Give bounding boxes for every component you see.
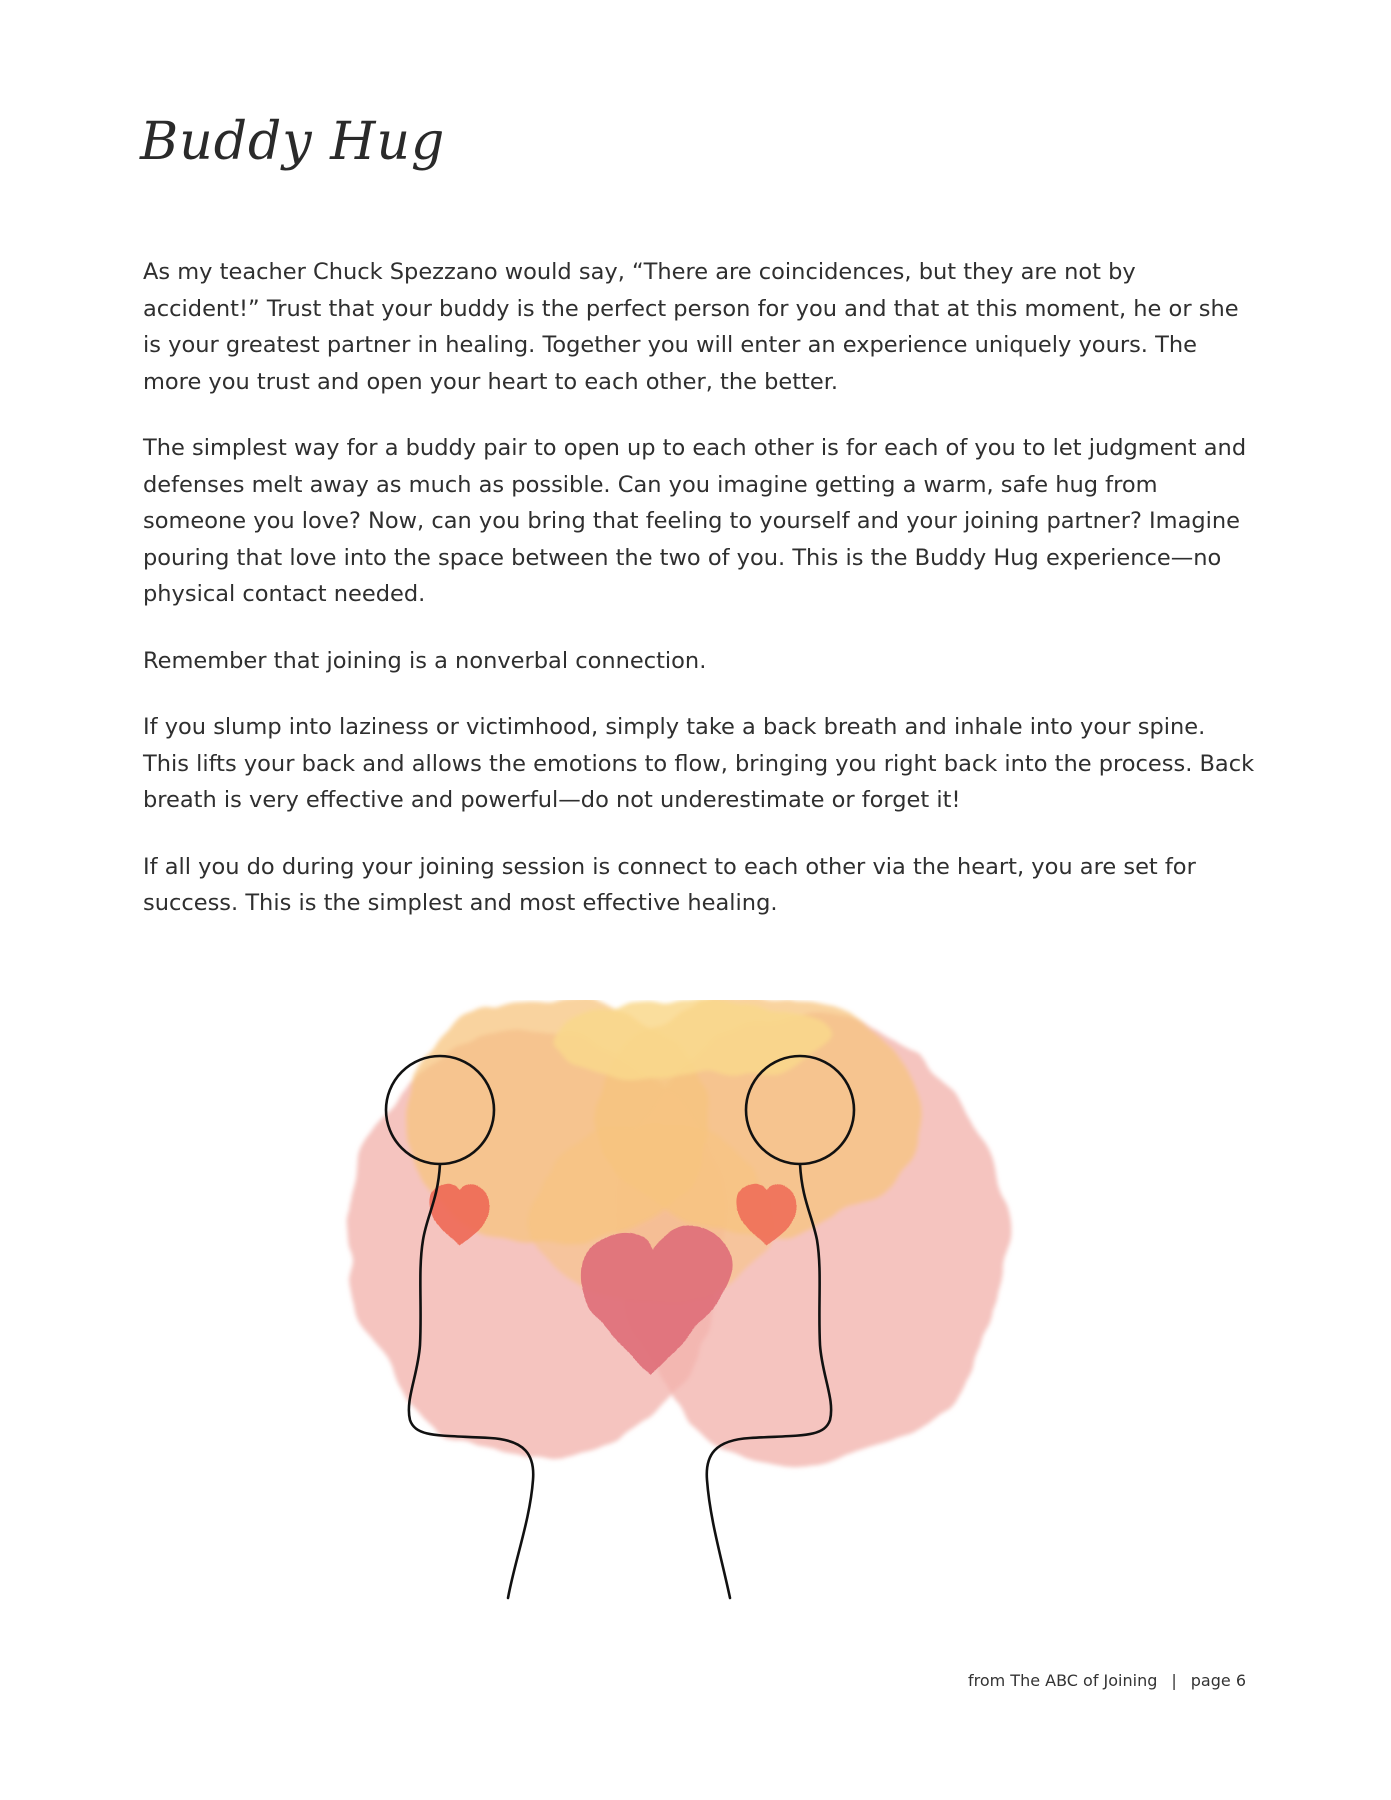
body-text [143, 254, 1258, 952]
paragraph-2: The simplest way for a buddy pair to open up to each other is for each of you to let judgment and defenses melt away as much as possible. Can you imagine getting a warm, safe hug from someone you love? Now, can you bring that feeling to yourself and your joining partner? Imagine pouring that love into the space between the two of you. This is the Buddy Hug experience—no physical contact needed. [143, 435, 1247, 607]
paragraph-4: If you slump into laziness or victimhood, simply take a back breath and inhale into your spine. This lifts your back and allows the emotions to flow, bringing you right back into the process. Back breath is very effective and powerful—do not underestimate or forget it! [143, 714, 1255, 813]
paragraph-3: Remember that joining is a nonverbal connection. [143, 647, 707, 674]
footer-page-number: page 6 [1190, 1671, 1246, 1690]
paragraph-1: As my teacher Chuck Spezzano would say, “There are coincidences, but they are not by accident!” Trust that your buddy is the perfect person for you and that at this moment, he or she is your greatest partner in healing. Together you will enter an experience uniquely yours. The more you trust and open your heart to each other, the better. [143, 259, 1239, 395]
yellow-wash-top [550, 1002, 830, 1078]
buddy-hug-illustration [330, 1000, 1030, 1640]
page-title: Buddy Hug [140, 112, 446, 172]
footer-source: from The ABC of Joining [967, 1671, 1158, 1690]
footer-separator: | [1171, 1671, 1177, 1690]
paragraph-5: If all you do during your joining session is connect to each other via the heart, you are set for success. This is the simplest and most effective healing. [143, 853, 1196, 916]
page-footer [968, 1671, 1246, 1690]
